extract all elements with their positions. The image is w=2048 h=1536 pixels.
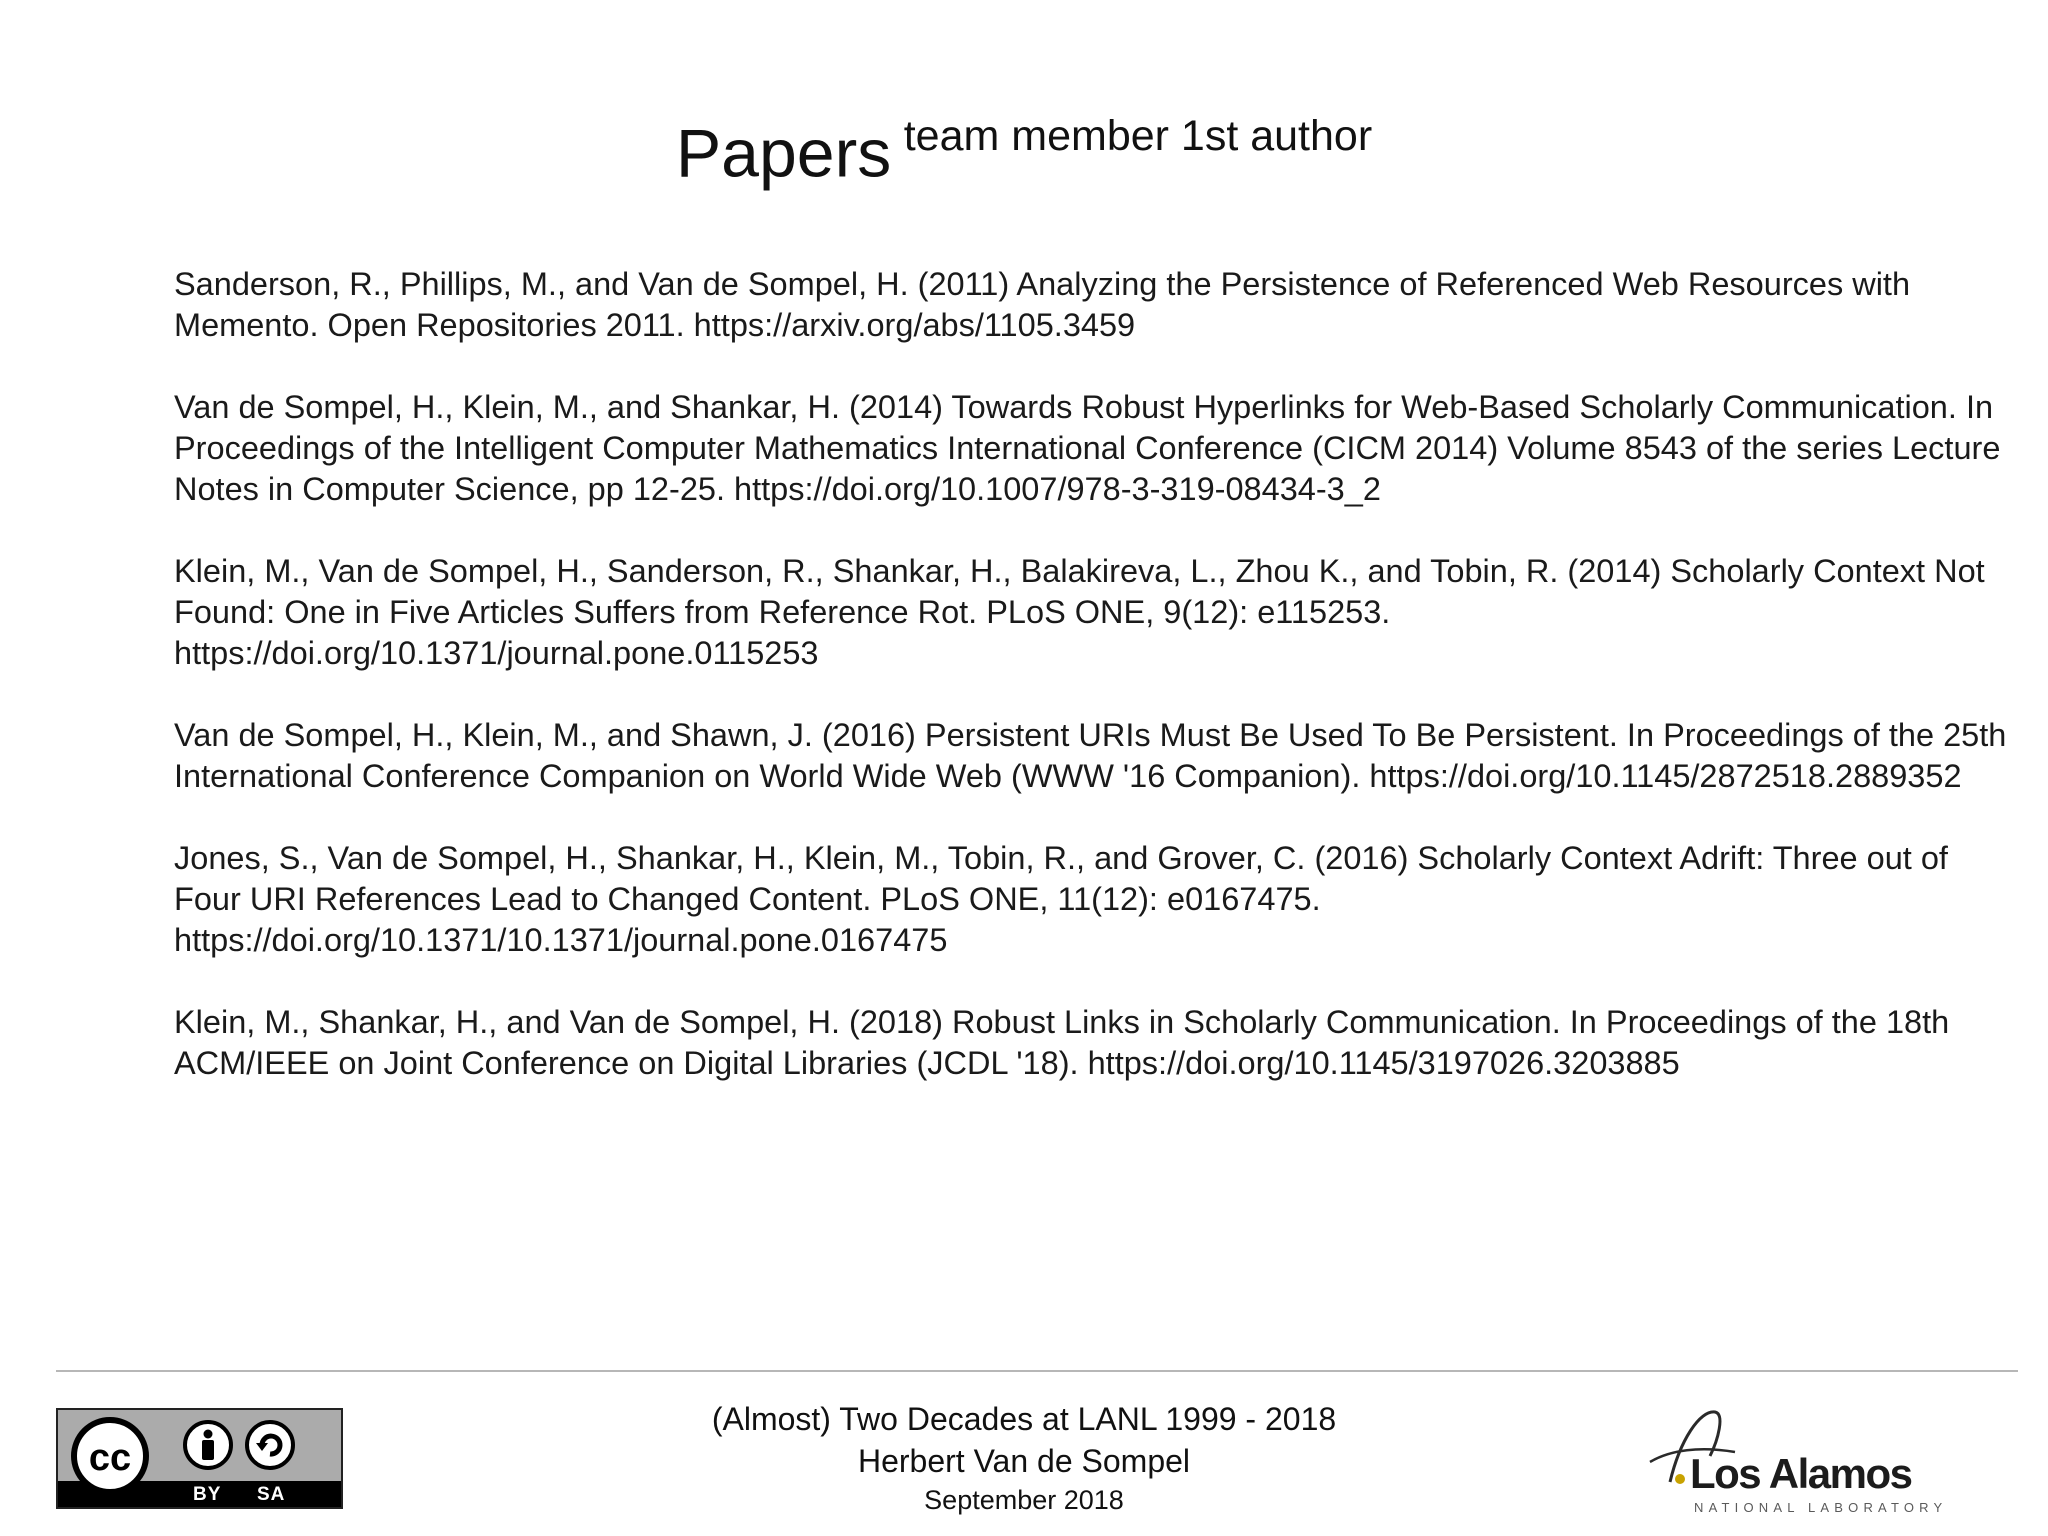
los-alamos-logo (1640, 1400, 1948, 1520)
logo-name: Los Alamos (1690, 1450, 1912, 1497)
slide-title-superscript: team member 1st author (903, 112, 1373, 160)
reference-item: Jones, S., Van de Sompel, H., Shankar, H., Klein, M., Tobin, R., and Grover, C. (2016) Scholarly Context Adrift: Three out of Four URI References Lead to Changed Content. PLoS ONE, 11(12): e0167475. https://doi.org/10.1371/10.1371/journal.pone.0167475 (174, 840, 1948, 958)
footer (524, 1398, 1524, 1518)
reference-item: Sanderson, R., Phillips, M., and Van de Sompel, H. (2011) Analyzing the Persistence of Referenced Web Resources with Memento. Open Repositories 2011. https://arxiv.org/abs/1105.3459 (174, 266, 1911, 343)
reference-item: Klein, M., Van de Sompel, H., Sanderson, R., Shankar, H., Balakireva, L., Zhou K., and Tobin, R. (2014) Scholarly Context Not Found: One in Five Articles Suffers from Reference Rot. PLoS ONE, 9(12): e115253. https://doi.org/10.1371/journal.pone.0115253 (174, 553, 1985, 671)
badge-by-label: BY (193, 1484, 222, 1505)
footer-date: September 2018 (924, 1485, 1124, 1515)
slide-title-main: Papers (675, 115, 892, 192)
footer-divider (56, 1370, 2018, 1372)
creative-commons-by-sa-icon (56, 1408, 343, 1509)
reference-item: Van de Sompel, H., Klein, M., and Shawn, J. (2016) Persistent URIs Must Be Used To Be Persistent. In Proceedings of the 25th International Conference Companion on World Wide Web (WWW '16 Companion). https://doi.org/10.1145/2872518.2889352 (174, 717, 2007, 794)
reference-item: Klein, M., Shankar, H., and Van de Sompel, H. (2018) Robust Links in Scholarly Communication. In Proceedings of the 18th ACM/IEEE on Joint Conference on Digital Libraries (JCDL '18). https://doi.org/10.1145/3197026.3203885 (174, 1004, 1950, 1081)
footer-author: Herbert Van de Sompel (857, 1443, 1191, 1479)
logo-subtitle: NATIONAL LABORATORY (1694, 1500, 1948, 1515)
reference-list (174, 264, 2014, 1125)
slide-title (0, 112, 2048, 193)
footer-title: (Almost) Two Decades at LANL 1999 - 2018 (711, 1401, 1337, 1437)
badge-sa-label: SA (257, 1484, 286, 1505)
reference-item: Van de Sompel, H., Klein, M., and Shankar, H. (2014) Towards Robust Hyperlinks for Web-Based Scholarly Communication. In Proceedings of the Intelligent Computer Mathematics International Conference (CICM 2014) Volume 8543 of the series Lecture Notes in Computer Science, pp 12-25. https://doi.org/10.1007/978-3-319-08434-3_2 (174, 389, 2001, 507)
logo-accent-dot (1675, 1474, 1685, 1484)
svg-text:cc: cc (88, 1437, 132, 1479)
